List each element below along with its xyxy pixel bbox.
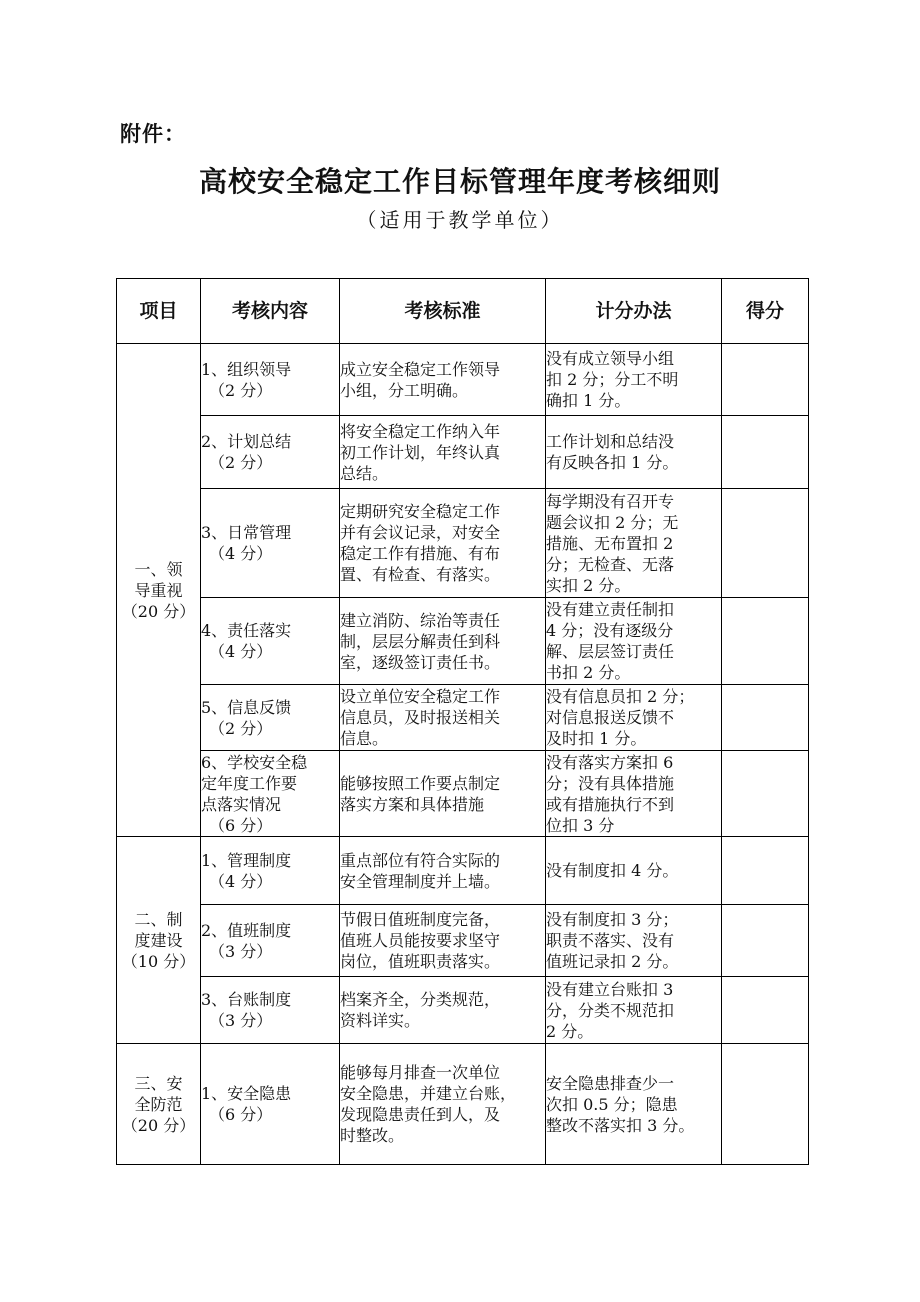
- standard-line: 时整改。: [340, 1126, 405, 1145]
- scoring-method: [546, 837, 722, 905]
- category-leadership: [117, 344, 201, 837]
- item-points: （2 分）: [209, 718, 273, 738]
- scoring-line: 有反映各扣 1 分。: [546, 453, 679, 472]
- item-line: 5、信息反馈: [201, 697, 292, 717]
- scoring-method: [546, 598, 722, 685]
- category-line: 三、安: [134, 1073, 183, 1093]
- scoring-line: 没有建立责任制扣: [546, 600, 675, 619]
- item-points: （3 分）: [209, 941, 273, 961]
- category-line: 导重视: [134, 580, 183, 600]
- scoring-line: 确扣 1 分。: [546, 391, 631, 410]
- standard-line: 安全管理制度并上墙。: [340, 871, 501, 891]
- item-points: （2 分）: [209, 380, 273, 400]
- category-line: 全防范: [134, 1094, 183, 1114]
- standard-line: 资料详实。: [340, 1011, 421, 1030]
- score-cell[interactable]: [722, 905, 809, 977]
- scoring-line: 分；无检查、无落: [546, 554, 675, 574]
- table-row: [117, 751, 809, 837]
- scoring-line: 解、层层签订责任: [546, 642, 675, 661]
- scoring-line: 2 分。: [546, 1021, 594, 1041]
- standard-line: 制，层层分解责任到科: [340, 631, 501, 651]
- standard-line: 定期研究安全稳定工作: [340, 502, 501, 521]
- column-header-project: 项目: [117, 279, 201, 344]
- item-points: （6 分）: [209, 1105, 273, 1124]
- score-cell[interactable]: [722, 685, 809, 751]
- standard-line: 置、有检查、有落实。: [340, 565, 501, 584]
- scoring-line: 位扣 3 分: [546, 815, 615, 835]
- score-cell[interactable]: [722, 977, 809, 1044]
- score-cell[interactable]: [722, 837, 809, 905]
- assessment-standard: [340, 344, 546, 416]
- scoring-line: 没有制度扣 4 分。: [546, 861, 679, 880]
- score-cell[interactable]: [722, 751, 809, 837]
- standard-line: 信息员，及时报送相关: [340, 708, 501, 727]
- standard-line: 落实方案和具体措施: [340, 794, 485, 814]
- scoring-method: [546, 489, 722, 598]
- document-title: 高校安全稳定工作目标管理年度考核细则: [198, 165, 721, 198]
- standard-line: 安全隐患，并建立台账，: [340, 1084, 517, 1103]
- standard-line: 室，逐级签订责任书。: [340, 652, 501, 672]
- assessment-standard: [340, 977, 546, 1044]
- item-line: 6、学校安全稳: [201, 752, 308, 772]
- assessment-item: [201, 598, 340, 685]
- standard-line: 稳定工作有措施、有布: [340, 544, 501, 563]
- scoring-line: 分；没有具体措施: [546, 773, 675, 793]
- column-header-standard: 考核标准: [340, 279, 546, 344]
- score-cell[interactable]: [722, 344, 809, 416]
- scoring-line: 没有成立领导小组: [546, 349, 675, 368]
- category-line: （20 分）: [121, 601, 196, 621]
- assessment-standard: [340, 685, 546, 751]
- scoring-line: 整改不落实扣 3 分。: [546, 1115, 695, 1135]
- assessment-item: [201, 837, 340, 905]
- scoring-line: 措施、无布置扣 2: [546, 533, 674, 553]
- assessment-standard: [340, 489, 546, 598]
- assessment-standard: [340, 837, 546, 905]
- standard-line: 并有会议记录，对安全: [340, 523, 501, 542]
- item-points: （4 分）: [209, 871, 273, 891]
- standard-line: 信息。: [340, 729, 389, 748]
- assessment-standard: [340, 1044, 546, 1165]
- item-line: 2、计划总结: [201, 432, 292, 451]
- table-row: [117, 1044, 809, 1165]
- assessment-item: [201, 344, 340, 416]
- standard-line: 建立消防、综治等责任: [340, 610, 501, 630]
- table-row: [117, 344, 809, 416]
- scoring-line: 次扣 0.5 分；隐患: [546, 1094, 678, 1114]
- scoring-method: [546, 905, 722, 977]
- scoring-method: [546, 416, 722, 489]
- assessment-standard: [340, 598, 546, 685]
- scoring-line: 分，分类不规范扣: [546, 1000, 675, 1020]
- item-line: 1、组织领导: [201, 359, 292, 379]
- scoring-line: 书扣 2 分。: [546, 663, 631, 682]
- item-points: （4 分）: [209, 642, 273, 661]
- assessment-item: [201, 489, 340, 598]
- standard-line: 小组，分工明确。: [340, 380, 469, 400]
- standard-line: 初工作计划，年终认真: [340, 442, 501, 462]
- item-line: 定年度工作要: [201, 773, 298, 793]
- scoring-line: 安全隐患排查少一: [546, 1073, 675, 1093]
- item-points: （6 分）: [209, 815, 273, 835]
- category-line: （10 分）: [121, 951, 196, 971]
- scoring-method: [546, 977, 722, 1044]
- scoring-line: 实扣 2 分。: [546, 575, 631, 595]
- assessment-standard: [340, 905, 546, 977]
- scoring-method: [546, 344, 722, 416]
- assessment-item: [201, 905, 340, 977]
- standard-line: 节假日值班制度完备，: [340, 910, 501, 929]
- item-line: 1、管理制度: [201, 850, 292, 870]
- item-points: （2 分）: [209, 453, 273, 472]
- item-points: （3 分）: [209, 1011, 273, 1030]
- standard-line: 岗位，值班职责落实。: [340, 952, 501, 971]
- scoring-method: [546, 751, 722, 837]
- score-cell[interactable]: [722, 598, 809, 685]
- item-line: 3、台账制度: [201, 990, 292, 1009]
- column-header-content: 考核内容: [201, 279, 340, 344]
- assessment-item: [201, 1044, 340, 1165]
- table-row: [117, 489, 809, 598]
- column-header-score: 得分: [722, 279, 809, 344]
- scoring-line: 工作计划和总结没: [546, 432, 675, 451]
- category-line: 二、制: [134, 909, 183, 929]
- standard-line: 设立单位安全稳定工作: [340, 687, 501, 706]
- document-subtitle: （适用于教学单位）: [356, 208, 564, 232]
- attachment-label: 附件：: [120, 122, 186, 146]
- table-row: [117, 685, 809, 751]
- scoring-line: 题会议扣 2 分；无: [546, 512, 679, 532]
- category-line: 一、领: [134, 559, 183, 579]
- item-line: 3、日常管理: [201, 523, 292, 542]
- scoring-line: 或有措施执行不到: [546, 794, 675, 814]
- standard-line: 将安全稳定工作纳入年: [340, 421, 501, 441]
- score-cell[interactable]: [722, 416, 809, 489]
- category-line: （20 分）: [121, 1115, 196, 1135]
- item-line: 1、安全隐患: [201, 1084, 292, 1103]
- assessment-item: [201, 416, 340, 489]
- scoring-line: 每学期没有召开专: [546, 491, 675, 511]
- table-row: [117, 837, 809, 905]
- category-line: 度建设: [134, 930, 183, 950]
- item-line: 4、责任落实: [201, 621, 292, 640]
- assessment-standard: [340, 751, 546, 837]
- scoring-method: [546, 1044, 722, 1165]
- standard-line: 总结。: [340, 463, 389, 483]
- assessment-item: [201, 977, 340, 1044]
- scoring-line: 扣 2 分；分工不明: [546, 370, 679, 389]
- table-row: [117, 598, 809, 685]
- score-cell[interactable]: [722, 1044, 809, 1165]
- assessment-standard: [340, 416, 546, 489]
- scoring-line: 职责不落实、没有: [546, 931, 675, 950]
- item-line: 2、值班制度: [201, 920, 292, 940]
- category-system-building: [117, 837, 201, 1044]
- scoring-line: 值班记录扣 2 分。: [546, 952, 679, 971]
- table-row: [117, 416, 809, 489]
- score-cell[interactable]: [722, 489, 809, 598]
- standard-line: 能够按照工作要点制定: [340, 773, 501, 793]
- category-safety-prevention: [117, 1044, 201, 1165]
- assessment-item: [201, 751, 340, 837]
- table-row: [117, 905, 809, 977]
- scoring-line: 没有信息员扣 2 分；: [546, 687, 695, 706]
- item-points: （4 分）: [209, 544, 273, 563]
- scoring-line: 没有建立台账扣 3: [546, 979, 674, 999]
- scoring-line: 没有制度扣 3 分；: [546, 910, 679, 929]
- assessment-item: [201, 685, 340, 751]
- standard-line: 能够每月排查一次单位: [340, 1063, 501, 1082]
- assessment-table: [116, 278, 809, 1165]
- scoring-line: 4 分；没有逐级分: [546, 621, 674, 640]
- table-header-row: [117, 279, 809, 344]
- table-row: [117, 977, 809, 1044]
- standard-line: 成立安全稳定工作领导: [340, 359, 501, 379]
- scoring-line: 及时扣 1 分。: [546, 729, 647, 748]
- standard-line: 发现隐患责任到人，及: [340, 1105, 501, 1124]
- scoring-line: 没有落实方案扣 6: [546, 752, 674, 772]
- item-line: 点落实情况: [201, 794, 282, 814]
- standard-line: 档案齐全，分类规范，: [340, 990, 501, 1009]
- scoring-line: 对信息报送反馈不: [546, 708, 675, 727]
- scoring-method: [546, 685, 722, 751]
- standard-line: 值班人员能按要求坚守: [340, 931, 501, 950]
- standard-line: 重点部位有符合实际的: [340, 850, 501, 870]
- column-header-scoring: 计分办法: [546, 279, 722, 344]
